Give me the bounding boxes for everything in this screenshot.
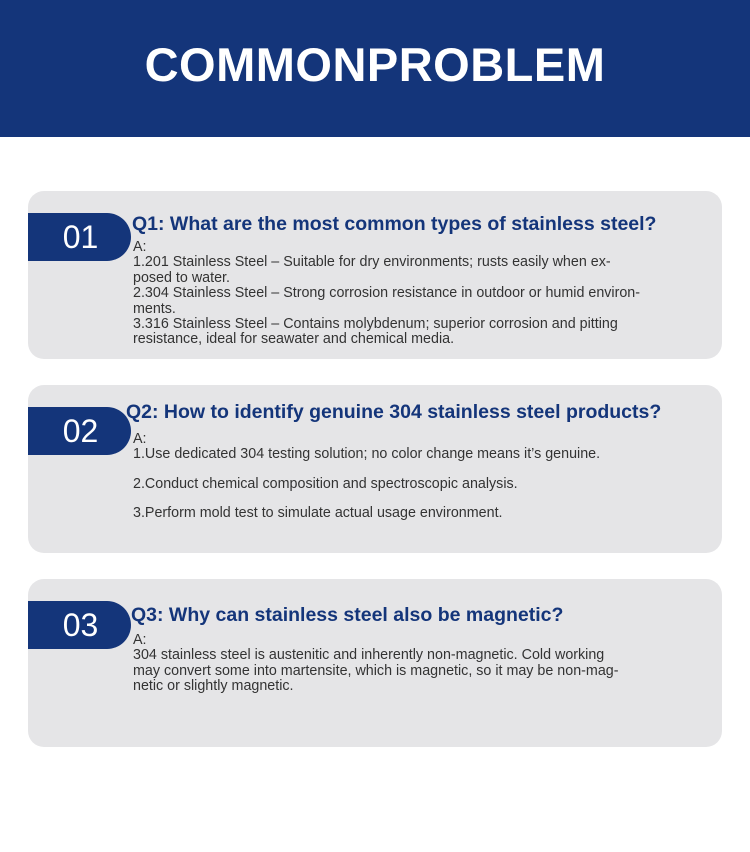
answer-line: ments. — [133, 300, 176, 317]
answer-line: resistance, ideal for seawater and chemical media. — [133, 331, 455, 348]
answer-line: 3.316 Stainless Steel – Contains molybdenum; superior corrosion and pitting — [133, 316, 618, 333]
answer-line: 2.Conduct chemical composition and spectroscopic analysis. — [133, 475, 518, 492]
faq-card-2 — [28, 385, 722, 553]
answer-line: netic or slightly magnetic. — [133, 678, 294, 695]
answer-label: A: — [133, 239, 147, 255]
faq-answer — [133, 633, 715, 695]
page-title: COMMONPROBLEM — [144, 38, 606, 91]
faq-answer — [133, 240, 715, 348]
faq-number-badge: 01 — [28, 213, 131, 261]
faq-question: Q3: Why can stainless steel also be magnetic? — [131, 604, 564, 626]
faq-card-3 — [28, 579, 722, 747]
faq-question: Q2: How to identify genuine 304 stainless steel products? — [126, 401, 662, 423]
answer-label: A: — [133, 431, 147, 447]
faq-answer — [133, 432, 715, 522]
answer-line: may convert some into martensite, which is magnetic, so it may be non-mag- — [133, 662, 619, 679]
answer-line: 2.304 Stainless Steel – Strong corrosion resistance in outdoor or humid environ- — [133, 285, 641, 302]
answer-line: 1.Use dedicated 304 testing solution; no color change means it’s genuine. — [133, 446, 601, 463]
faq-card-1 — [28, 191, 722, 359]
answer-line: 3.Perform mold test to simulate actual usage environment. — [133, 505, 503, 522]
faq-number-badge: 02 — [28, 407, 131, 455]
answer-line: posed to water. — [133, 269, 230, 286]
answer-label: A: — [133, 632, 147, 648]
page-header — [0, 0, 750, 137]
faq-number-badge: 03 — [28, 601, 131, 649]
answer-line: 304 stainless steel is austenitic and inherently non-magnetic. Cold working — [133, 647, 605, 664]
faq-question: Q1: What are the most common types of stainless steel? — [132, 213, 657, 235]
answer-line: 1.201 Stainless Steel – Suitable for dry environments; rusts easily when ex- — [133, 254, 611, 271]
